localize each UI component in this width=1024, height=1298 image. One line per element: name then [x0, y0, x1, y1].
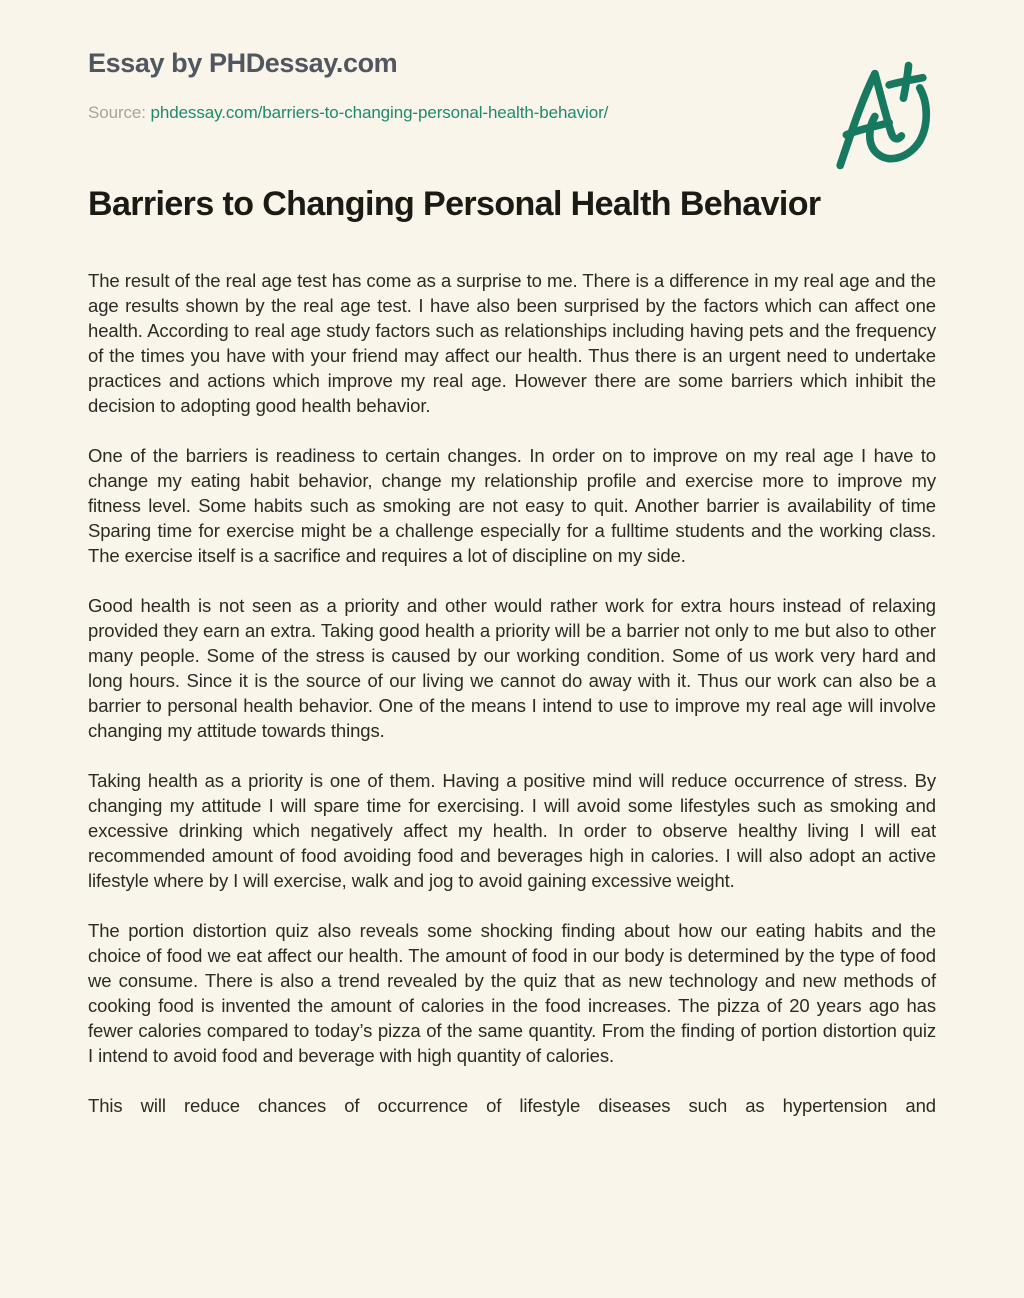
- page-title: Barriers to Changing Personal Health Behavior: [88, 185, 821, 223]
- essay-paragraph: The result of the real age test has come as a surprise to me. There is a difference in my real age and the age results shown by the real age test. I have also been surprised by the factors which can affect one health. According to real age study factors such as relationships including having pets and the frequency of the times you have with your friend may affect our health. Thus there is an urgent need to undertake practices and actions which improve my real age. However there are some barriers which inhibit the decision to adopting good health behavior.: [88, 270, 936, 416]
- essay-body: [88, 268, 936, 1118]
- source-url-link[interactable]: phdessay.com/barriers-to-changing-personal-health-behavior/: [150, 103, 609, 122]
- essay-paragraph: The portion distortion quiz also reveals some shocking finding about how our eating habits and the choice of food we eat affect our health. The amount of food in our body is determined by the type of food we consume. There is also a trend revealed by the quiz that as new technology and new methods of cooking food is invented the amount of calories in the food increases. The pizza of 20 years ago has fewer calories compared to today’s pizza of the same quantity. From the finding of portion distortion quiz I intend to avoid food and beverage with high quantity of calories.: [88, 920, 936, 1066]
- essay-paragraph-cutoff: This will reduce chances of occurrence of lifestyle diseases such as hypertension and: [88, 1095, 936, 1116]
- phdessay-aplus-logo-icon: [830, 56, 932, 176]
- essay-paragraph: Good health is not seen as a priority and other would rather work for extra hours instead of relaxing provided they earn an extra. Taking good health a priority will be a barrier not only to me but also to other many people. Some of the stress is caused by our working condition. Some of us work very hard and long hours. Since it is the source of our living we cannot do away with it. Thus our work can also be a barrier to personal health behavior. One of the means I intend to use to improve my real age will involve changing my attitude towards things.: [88, 595, 936, 741]
- essay-paragraph: Taking health as a priority is one of them. Having a positive mind will reduce occurrence of stress. By changing my attitude I will spare time for exercising. I will avoid some lifestyles such as smoking and excessive drinking which negatively affect my health. In order to observe healthy living I will eat recommended amount of food avoiding food and beverages high in calories. I will also adopt an active lifestyle where by I will exercise, walk and jog to avoid gaining excessive weight.: [88, 770, 936, 891]
- essay-byline: Essay by PHDessay.com: [88, 48, 398, 78]
- source-label: Source:: [88, 103, 146, 122]
- source-line: [88, 103, 936, 123]
- essay-paragraph: One of the barriers is readiness to certain changes. In order on to improve on my real age I have to change my eating habit behavior, change my relationship profile and exercise more to improve my fitness level. Some habits such as smoking are not easy to quit. Another barrier is availability of time Sparing time for exercise might be a challenge especially for a fulltime students and the working class. The exercise itself is a sacrifice and requires a lot of discipline on my side.: [88, 445, 936, 566]
